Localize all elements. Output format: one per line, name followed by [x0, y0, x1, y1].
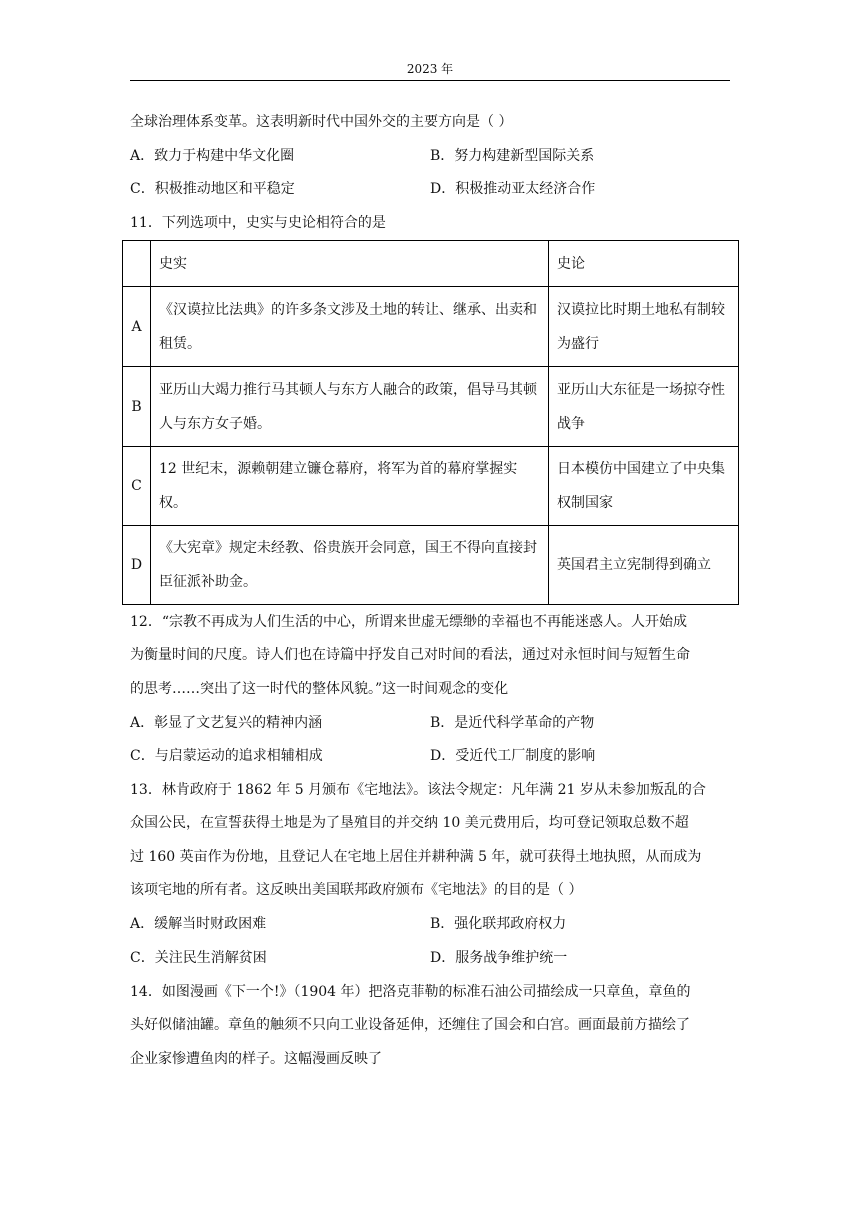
q14-stem-line: 头好似储油罐。章鱼的触须不只向工业设备延伸，还缠住了国会和白宫。画面最前方描绘了 [130, 1017, 690, 1033]
q10-option-b: B．努力构建新型国际关系 [430, 148, 595, 164]
table-header-thesis: 史论 [549, 241, 739, 287]
row-letter: A [123, 287, 151, 367]
table-header-blank [123, 241, 151, 287]
q13-stem-line: 众国公民，在宣誓获得土地是为了垦殖目的并交纳 10 美元费用后，均可登记领取总数不超 [130, 815, 689, 831]
row-thesis: 汉谟拉比时期土地私有制较为盛行 [549, 287, 739, 367]
q12-option-d: D．受近代工厂制度的影响 [430, 748, 596, 764]
q10-option-a: A．致力于构建中华文化圈 [130, 148, 295, 164]
table-header-fact: 史实 [151, 241, 549, 287]
q13-stem-line: 过 160 英亩作为份地，且登记人在宅地上居住并耕种满 5 年，就可获得土地执照，从而成为 [130, 849, 702, 865]
row-fact: 《汉谟拉比法典》的许多条文涉及土地的转让、继承、出卖和租赁。 [151, 287, 549, 367]
row-thesis: 英国君主立宪制得到确立 [549, 526, 739, 605]
q10-stem: 全球治理体系变革。这表明新时代中国外交的主要方向是（ ） [130, 114, 513, 130]
q13-stem-line: 13．林肯政府于 1862 年 5 月颁布《宅地法》。该法令规定：凡年满 21 岁从未参加叛乱的合 [130, 782, 706, 798]
table-row [123, 447, 739, 526]
row-thesis: 日本模仿中国建立了中央集权制国家 [549, 447, 739, 526]
table-row [123, 367, 739, 447]
q13-option-a: A．缓解当时财政困难 [130, 916, 267, 932]
q11-table [122, 240, 739, 605]
table-row [123, 287, 739, 367]
row-letter: D [123, 526, 151, 605]
header-divider [130, 80, 730, 81]
q14-stem-line: 企业家惨遭鱼肉的样子。这幅漫画反映了 [130, 1051, 382, 1067]
q12-stem-line: 12．“宗教不再成为人们生活的中心，所谓来世虚无缥缈的幸福也不再能迷惑人。人开始成 [130, 614, 687, 630]
row-letter: B [123, 367, 151, 447]
q12-option-b: B．是近代科学革命的产物 [430, 715, 595, 731]
q14-stem-line: 14．如图漫画《下一个!》（1904 年）把洛克菲勒的标准石油公司描绘成一只章鱼，章鱼的 [130, 984, 691, 1000]
q13-option-c: C．关注民生消解贫困 [130, 950, 267, 966]
row-letter: C [123, 447, 151, 526]
q12-stem-line: 为衡量时间的尺度。诗人们也在诗篇中抒发自己对时间的看法，通过对永恒时间与短暂生命 [130, 647, 690, 663]
row-fact: 12 世纪末，源赖朝建立镰仓幕府，将军为首的幕府掌握实权。 [151, 447, 549, 526]
row-fact: 亚历山大竭力推行马其顿人与东方人融合的政策，倡导马其顿人与东方女子婚。 [151, 367, 549, 447]
q12-stem-line: 的思考……突出了这一时代的整体风貌。”这一时间观念的变化 [130, 681, 509, 697]
q13-stem-line: 该项宅地的所有者。这反映出美国联邦政府颁布《宅地法》的目的是（ ） [130, 882, 583, 898]
q10-option-c: C．积极推动地区和平稳定 [130, 181, 295, 197]
table-row [123, 526, 739, 605]
row-thesis: 亚历山大东征是一场掠夺性战争 [549, 367, 739, 447]
q12-option-a: A．彰显了文艺复兴的精神内涵 [130, 715, 323, 731]
q13-option-d: D．服务战争维护统一 [430, 950, 568, 966]
page-header: 2023 年 [406, 62, 454, 76]
q11-stem: 11．下列选项中，史实与史论相符合的是 [130, 215, 386, 231]
row-fact: 《大宪章》规定未经教、俗贵族开会同意，国王不得向直接封臣征派补助金。 [151, 526, 549, 605]
q12-option-c: C．与启蒙运动的追求相辅相成 [130, 748, 323, 764]
q10-option-d: D．积极推动亚太经济合作 [430, 181, 596, 197]
table-header-row [123, 241, 739, 287]
q13-option-b: B．强化联邦政府权力 [430, 916, 567, 932]
